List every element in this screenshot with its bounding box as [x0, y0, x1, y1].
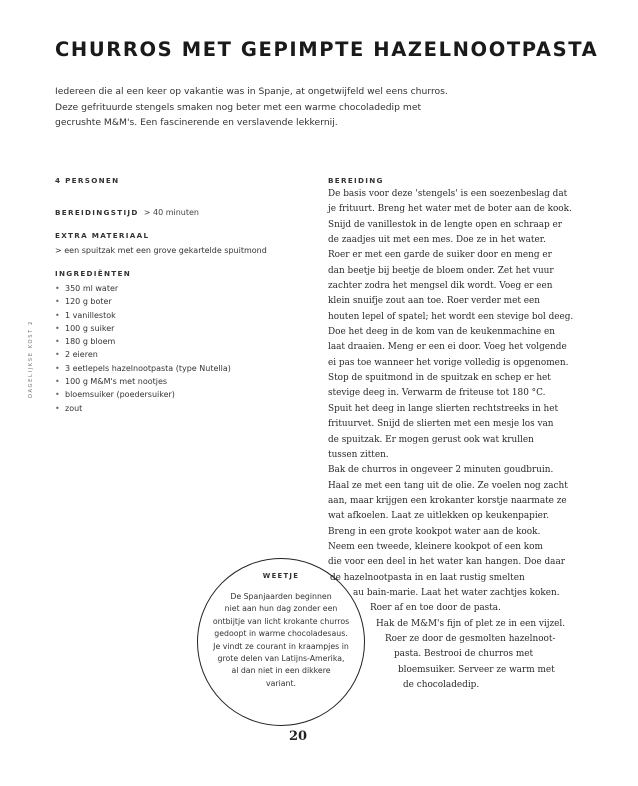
preparation-line: Haal ze met een tang uit de olie. Ze voelen nog zacht — [328, 480, 568, 491]
weetje-line: gedoopt in warme chocoladesaus. — [214, 629, 348, 639]
side-section-label: DAGELIJKSE KOST 2 — [28, 319, 34, 398]
ingredient-item: • 180 g bloem — [55, 335, 305, 348]
bullet-icon: • — [55, 377, 60, 387]
weetje-title: WEETJE — [262, 572, 300, 580]
preparation-line: de zaadjes uit met een mes. Doe ze in het water. — [328, 235, 546, 246]
preparation-line: de hazelnootpasta in en laat rustig smelten — [330, 572, 525, 583]
page-number: 20 — [288, 729, 308, 744]
weetje-line: Je vindt ze courant in kraampjes in — [213, 641, 349, 651]
preparation-line: Neem een tweede, kleinere kookpot of een kom — [328, 541, 543, 552]
ingredient-item: • 350 ml water — [55, 282, 305, 295]
preparation-line: Bak de churros in ongeveer 2 minuten goudbruin. — [328, 465, 554, 476]
bullet-icon: • — [55, 323, 60, 333]
preparation-line: ei pas toe wanneer het vorige volledig is opgenomen. — [328, 357, 569, 368]
weetje-text — [197, 591, 365, 690]
preparation-line: houten lepel of spatel; het wordt een stevige bol deeg. — [328, 311, 574, 322]
preparation-line: Breng in een grote kookpot water aan de kook. — [328, 526, 541, 537]
prep-time — [55, 200, 305, 219]
bullet-icon: • — [55, 310, 60, 320]
preparation-label: BEREIDING — [328, 176, 384, 185]
preparation-line: bloemsuiker. Serveer ze warm met — [398, 664, 555, 675]
extra-material-label: EXTRA MATERIAAL — [55, 231, 150, 240]
ingredient-item: • bloemsuiker (poedersuiker) — [55, 388, 305, 401]
preparation-line: Roer ze door de gesmolten hazelnoot- — [385, 633, 556, 644]
prep-time-label: BEREIDINGSTIJD — [55, 208, 139, 217]
weetje-line: grote delen van Latijns-Amerika, — [217, 654, 345, 664]
preparation-line: Roer af en toe door de pasta. — [370, 603, 501, 614]
preparation-line: wat afkoelen. Laat ze uitlekken op keukenpapier. — [328, 511, 550, 522]
preparation-line: klein snuifje zout aan toe. Roer verder met een — [328, 296, 540, 307]
weetje-line: variant. — [265, 678, 297, 688]
bullet-icon: • — [55, 297, 60, 307]
bullet-icon: • — [55, 390, 60, 400]
preparation-line: Doe het deeg in de kom van de keukenmachine en — [328, 327, 555, 338]
preparation-line: stevige deeg in. Verwarm de friteuse tot 180 °C. — [328, 388, 546, 399]
weetje-line: De Spanjaarden beginnen — [230, 592, 332, 601]
ingredient-item: • zout — [55, 402, 305, 415]
bullet-icon: • — [55, 284, 60, 293]
bullet-icon: • — [55, 363, 60, 373]
preparation-line: Hak de M&M's fijn of plet ze in een vijzel. — [376, 618, 566, 629]
ingredient-item: • 100 g suiker — [55, 322, 305, 335]
preparation-line: de chocoladedip. — [403, 680, 480, 690]
preparation-line: de spuitzak. Er mogen gerust ook wat krullen — [328, 434, 534, 445]
preparation-line: Snijd de vanillestok in de lengte open en schraap er — [328, 219, 563, 230]
recipe-title: CHURROS MET GEPIMPTE HAZELNOOTPASTA — [55, 38, 599, 61]
preparation-line: die voor een deel in het water kan hangen. Doe daar — [328, 557, 566, 568]
preparation-line: aan, maar krijgen een krokanter korstje naarmate ze — [328, 495, 567, 506]
preparation-line: au bain-marie. Laat het water zachtjes koken. — [353, 587, 560, 598]
preparation-text — [328, 187, 598, 693]
preparation-line: pasta. Bestrooi de churros met — [394, 649, 534, 660]
servings: 4 PERSONEN — [55, 176, 120, 185]
ingredient-item: • 120 g boter — [55, 295, 305, 308]
recipe-details — [55, 176, 305, 415]
preparation — [328, 176, 598, 693]
preparation-line: je frituurt. Breng het water met de boter aan de kook. — [328, 204, 572, 215]
preparation-line: zachter zodra het mengsel dik wordt. Voeg er een — [328, 281, 553, 292]
ingredients — [55, 269, 305, 415]
ingredient-item: • 3 eetlepels hazelnootpasta (type Nutella) — [55, 362, 305, 375]
preparation-line: Spuit het deeg in lange slierten rechtstreeks in het — [328, 403, 559, 414]
intro-line: Deze gefrituurde stengels smaken nog beter met een warme chocoladedip met — [55, 101, 422, 113]
bullet-icon: • — [55, 403, 60, 413]
ingredient-item: • 1 vanillestok — [55, 309, 305, 322]
preparation-line: frituurvet. Snijd de slierten met een mesje los van — [328, 419, 554, 430]
preparation-line: De basis voor deze 'stengels' is een soezenbeslag dat — [328, 189, 568, 199]
ingredients-label: INGREDIËNTEN — [55, 269, 132, 278]
weetje-line: niet aan hun dag zonder een — [224, 604, 338, 614]
preparation-line: laat draaien. Meng er een ei door. Voeg het volgende — [328, 342, 567, 353]
preparation-line: tussen zitten. — [328, 449, 389, 460]
preparation-line: dan beetje bij beetje de bloem onder. Zet het vuur — [328, 265, 554, 276]
bullet-icon: • — [55, 350, 60, 360]
ingredient-list — [55, 282, 305, 415]
intro-line: gecrushte M&M's. Een fascinerende en verslavende lekkernij. — [55, 117, 338, 128]
preparation-line: Roer er met een garde de suiker door en meng er — [328, 250, 552, 261]
ingredient-item: • 2 eieren — [55, 348, 305, 361]
bullet-icon: • — [55, 337, 60, 347]
preparation-line: Stop de spuitmond in de spuitzak en schep er het — [328, 373, 551, 384]
extra-material — [55, 231, 305, 257]
ingredient-item: • 100 g M&M's met nootjes — [55, 375, 305, 388]
prep-time-value: > 40 minuten — [143, 208, 200, 217]
extra-material-value: > een spuitzak met een grove gekartelde spuitmond — [55, 246, 267, 255]
intro-paragraph — [55, 84, 448, 131]
intro-line: Iedereen die al een keer op vakantie was in Spanje, at ongetwijfeld wel eens churros. — [55, 86, 448, 97]
weetje-line: ontbijtje van licht krokante churros — [212, 616, 350, 626]
weetje-line: al dan niet in een dikkere — [231, 666, 331, 676]
